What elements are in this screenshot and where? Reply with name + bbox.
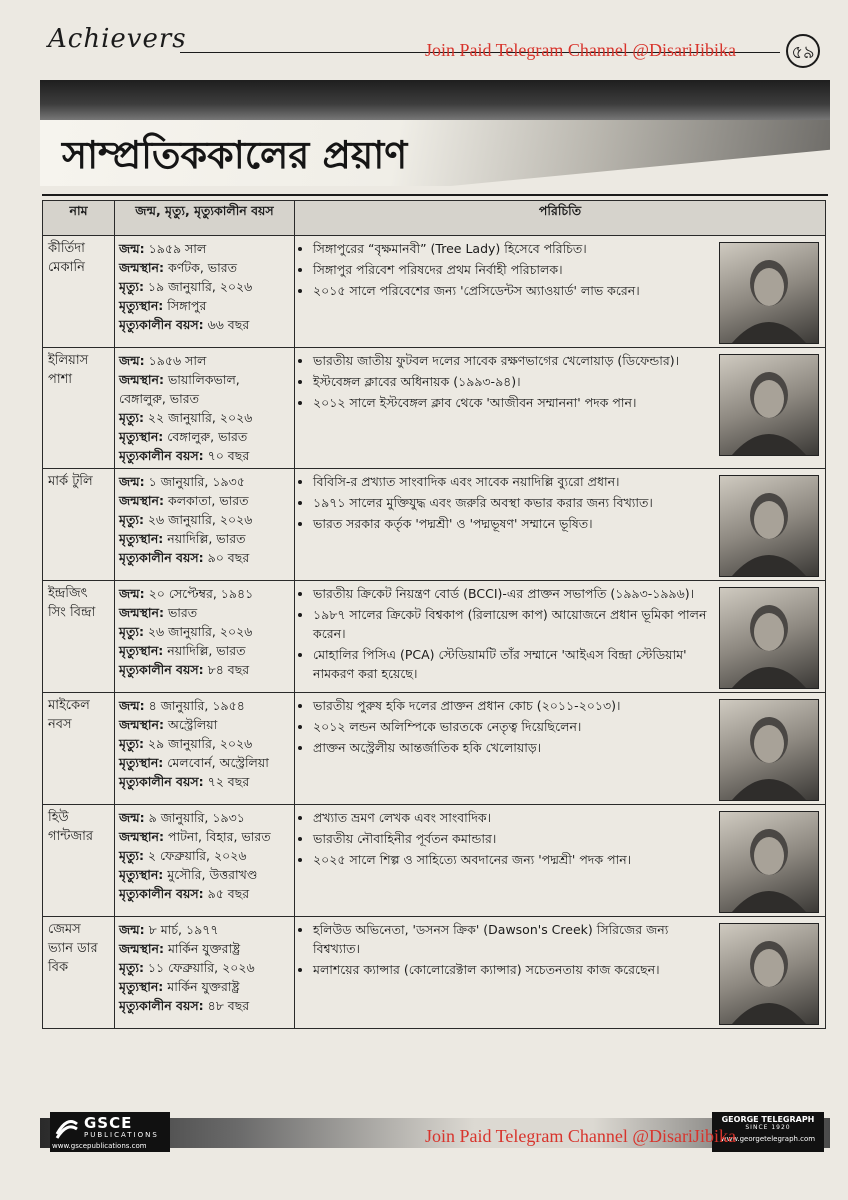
table-header-row <box>43 201 826 236</box>
life-value: ৭২ বছর <box>203 774 250 789</box>
life-label: জন্ম: <box>119 698 145 713</box>
life-line <box>119 548 290 567</box>
life-label: মৃত্যু: <box>119 279 144 294</box>
life-line <box>119 753 290 772</box>
gt-logo-url[interactable]: www.georgetelegraph.com <box>720 1135 816 1143</box>
life-label: জন্ম: <box>119 810 145 825</box>
life-label: জন্ম: <box>119 353 145 368</box>
life-value: ভারত <box>164 605 198 620</box>
intro-cell <box>295 917 826 1029</box>
life-details <box>115 236 295 348</box>
life-line <box>119 808 290 827</box>
life-line <box>119 491 290 510</box>
person-photo <box>719 811 819 913</box>
intro-cell <box>295 805 826 917</box>
gsce-logo-url[interactable]: www.gscepublications.com <box>52 1142 147 1150</box>
person-photo <box>719 242 819 344</box>
list-item: • প্রাক্তন অস্ট্রেলীয় আন্তর্জাতিক হকি খেলোয়াড়। <box>313 738 711 757</box>
life-line <box>119 977 290 996</box>
life-details <box>115 469 295 581</box>
life-value: ৮ মার্চ, ১৯৭৭ <box>144 922 219 937</box>
list-item: • ভারতীয় ক্রিকেট নিয়ন্ত্রণ বোর্ড (BCCI)-এর প্রাক্তন সভাপতি (১৯৯৩-১৯৯৬)। <box>313 584 711 603</box>
life-line <box>119 296 290 315</box>
list-item: • মোহালির পিসিএ (PCA) স্টেডিয়ামটি তাঁর সম্মানে 'আইএস বিন্দ্রা স্টেডিয়াম' নামকরণ করা হয়েছে। <box>313 645 711 683</box>
life-value: ২০ সেপ্টেম্বর, ১৯৪১ <box>144 586 254 601</box>
life-line <box>119 370 290 389</box>
life-value: মেলবোর্ন, অস্ট্রেলিয়া <box>163 755 269 770</box>
life-line <box>119 939 290 958</box>
life-line <box>119 884 290 903</box>
life-label: জন্মস্থান: <box>119 717 165 732</box>
life-label: জন্ম: <box>119 922 145 937</box>
life-label: মৃত্যু: <box>119 736 144 751</box>
section-label: Achievers <box>48 24 187 54</box>
life-line <box>119 603 290 622</box>
intro-list <box>299 472 711 577</box>
life-value: ২৯ জানুয়ারি, ২০২৬ <box>143 736 253 751</box>
life-value: বেঙ্গালুরু, ভারত <box>163 429 248 444</box>
life-value: ৭০ বছর <box>203 448 250 463</box>
life-label: মৃত্যুকালীন বয়স: <box>119 448 204 463</box>
life-label: মৃত্যুস্থান: <box>119 298 164 313</box>
life-label: মৃত্যু: <box>119 624 144 639</box>
person-photo <box>719 354 819 456</box>
life-line <box>119 996 290 1015</box>
life-details <box>115 348 295 469</box>
life-line <box>119 715 290 734</box>
table-row <box>43 581 826 693</box>
table-row <box>43 236 826 348</box>
life-line <box>119 622 290 641</box>
list-item: • বিবিসি-র প্রখ্যাত সাংবাদিক এবং সাবেক নয়াদিল্লি ব্যুরো প্রধান। <box>313 472 711 491</box>
life-line <box>119 315 290 334</box>
intro-list <box>299 351 711 456</box>
list-item: • ভারতীয় জাতীয় ফুটবল দলের সাবেক রক্ষণভাগের খেলোয়াড় (ডিফেন্ডার)। <box>313 351 711 370</box>
life-label: মৃত্যুকালীন বয়স: <box>119 550 204 565</box>
person-name: মার্ক টুলি <box>43 469 115 581</box>
life-line <box>119 865 290 884</box>
life-details <box>115 805 295 917</box>
telegram-link-top[interactable]: Join Paid Telegram Channel @DisariJibika <box>425 40 736 60</box>
life-details <box>115 917 295 1029</box>
gsce-logo-sub: PUBLICATIONS <box>84 1131 159 1139</box>
life-value: অস্ট্রেলিয়া <box>164 717 218 732</box>
life-label: মৃত্যুস্থান: <box>119 643 164 658</box>
person-name: জেমস ভ্যান ডার বিক <box>43 917 115 1029</box>
table-row <box>43 693 826 805</box>
list-item: • ১৯৭১ সালের মুক্তিযুদ্ধ এবং জরুরি অবস্থা কভার করার জন্য বিখ্যাত। <box>313 493 711 512</box>
list-item: • ১৯৮৭ সালের ক্রিকেট বিশ্বকাপ (রিলায়েন্স কাপ) আয়োজনে প্রধান ভূমিকা পালন করেন। <box>313 605 711 643</box>
gt-logo-name: GEORGE TELEGRAPH <box>721 1115 815 1124</box>
intro-list <box>299 584 711 689</box>
person-name: হিউ গান্টজার <box>43 805 115 917</box>
life-label: মৃত্যুস্থান: <box>119 531 164 546</box>
life-label: জন্ম: <box>119 241 145 256</box>
intro-list <box>299 808 711 913</box>
life-line <box>119 258 290 277</box>
life-value: সিঙ্গাপুর <box>163 298 207 313</box>
life-line <box>119 389 290 408</box>
person-photo <box>719 587 819 689</box>
life-details <box>115 693 295 805</box>
person-photo <box>719 475 819 577</box>
page-number: ৫৯ <box>786 34 820 68</box>
life-line <box>119 827 290 846</box>
life-value: ৪ জানুয়ারি, ১৯৫৪ <box>144 698 245 713</box>
list-item: • ইস্টবেঙ্গল ক্লাবের অধিনায়ক (১৯৯৩-৯৪)। <box>313 372 711 391</box>
life-label: মৃত্যুস্থান: <box>119 429 164 444</box>
person-name: মাইকেল নবস <box>43 693 115 805</box>
life-value: ৯৫ বছর <box>203 886 250 901</box>
list-item: • ২০১৫ সালে পরিবেশের জন্য 'প্রেসিডেন্টস অ্যাওয়ার্ড' লাভ করেন। <box>313 281 711 300</box>
life-label: মৃত্যুকালীন বয়স: <box>119 774 204 789</box>
person-photo <box>719 699 819 801</box>
life-value: ২৬ জানুয়ারি, ২০২৬ <box>143 512 253 527</box>
life-value: মার্কিন যুক্তরাষ্ট্র <box>163 979 240 994</box>
life-label: মৃত্যু: <box>119 848 144 863</box>
list-item: • ২০১২ সালে ইস্টবেঙ্গল ক্লাব থেকে 'আজীবন সম্মাননা' পদক পান। <box>313 393 711 412</box>
intro-cell <box>295 469 826 581</box>
life-value: ২২ জানুয়ারি, ২০২৬ <box>143 410 253 425</box>
life-line <box>119 641 290 660</box>
life-value: ১৯৫৬ সাল <box>144 353 207 368</box>
life-label: মৃত্যু: <box>119 512 144 527</box>
life-label: মৃত্যুকালীন বয়স: <box>119 886 204 901</box>
title-band <box>40 80 830 120</box>
intro-cell <box>295 348 826 469</box>
life-label: জন্মস্থান: <box>119 260 165 275</box>
person-name: ইন্দ্রজিৎ সিং বিন্দ্রা <box>43 581 115 693</box>
life-label: মৃত্যুকালীন বয়স: <box>119 317 204 332</box>
person-name: কীর্তিদা মেকানি <box>43 236 115 348</box>
life-line <box>119 408 290 427</box>
life-line <box>119 277 290 296</box>
life-line <box>119 427 290 446</box>
column-header-name: নাম <box>43 201 115 236</box>
intro-cell <box>295 581 826 693</box>
gt-logo-since: SINCE 1920 <box>745 1124 791 1131</box>
life-value: ১১ ফেব্রুয়ারি, ২০২৬ <box>143 960 255 975</box>
life-line <box>119 584 290 603</box>
life-value: মার্কিন যুক্তরাষ্ট্র <box>164 941 241 956</box>
life-value: ১ জানুয়ারি, ১৯৩৫ <box>144 474 245 489</box>
life-value: ৯ জানুয়ারি, ১৯৩১ <box>144 810 245 825</box>
intro-list <box>299 239 711 344</box>
life-label: মৃত্যুস্থান: <box>119 867 164 882</box>
intro-list <box>299 920 711 1025</box>
intro-list <box>299 696 711 801</box>
life-label: জন্মস্থান: <box>119 829 165 844</box>
life-value: ৯০ বছর <box>203 550 250 565</box>
list-item: • প্রখ্যাত ভ্রমণ লেখক এবং সাংবাদিক। <box>313 808 711 827</box>
life-line <box>119 734 290 753</box>
table-row <box>43 917 826 1029</box>
list-item: • ২০২৫ সালে শিল্প ও সাহিত্যে অবদানের জন্য 'পদ্মশ্রী' পদক পান। <box>313 850 711 869</box>
life-label: জন্ম: <box>119 586 145 601</box>
life-value: ১৯৫৯ সাল <box>144 241 207 256</box>
telegram-link-bottom[interactable]: Join Paid Telegram Channel @DisariJibika <box>425 1126 736 1146</box>
life-line <box>119 351 290 370</box>
person-name: ইলিয়াস পাশা <box>43 348 115 469</box>
life-value: ২ ফেব্রুয়ারি, ২০২৬ <box>143 848 247 863</box>
life-line <box>119 660 290 679</box>
life-value: কলকাতা, ভারত <box>164 493 249 508</box>
life-value: মুসৌরি, উত্তরাখণ্ড <box>163 867 258 882</box>
life-value: ৮৪ বছর <box>203 662 250 677</box>
life-line <box>119 239 290 258</box>
person-photo <box>719 923 819 1025</box>
life-line <box>119 696 290 715</box>
life-value: কর্ণটক, ভারত <box>164 260 237 275</box>
list-item: • ভারতীয় পুরুষ হকি দলের প্রাক্তন প্রধান কোচ (২০১১-২০১৩)। <box>313 696 711 715</box>
title-rule <box>42 194 828 196</box>
life-value: ৬৬ বছর <box>203 317 250 332</box>
life-label: মৃত্যুস্থান: <box>119 979 164 994</box>
list-item: • হলিউড অভিনেতা, 'ডসনস ক্রিক' (Dawson's Creek) সিরিজের জন্য বিশ্বখ্যাত। <box>313 920 711 958</box>
life-line <box>119 446 290 465</box>
life-value: ১৯ জানুয়ারি, ২০২৬ <box>143 279 253 294</box>
life-value: ৪৮ বছর <box>203 998 250 1013</box>
life-label: মৃত্যু: <box>119 960 144 975</box>
page-title: সাম্প্রতিককালের প্রয়াণ <box>62 133 408 177</box>
life-line <box>119 958 290 977</box>
life-label: জন্মস্থান: <box>119 372 165 387</box>
life-label: মৃত্যু: <box>119 410 144 425</box>
life-value: ২৬ জানুয়ারি, ২০২৬ <box>143 624 253 639</box>
column-header-life: জন্ম, মৃত্যু, মৃত্যুকালীন বয়স <box>115 201 295 236</box>
list-item: • ২০১২ লন্ডন অলিম্পিকে ভারতকে নেতৃত্ব দিয়েছিলেন। <box>313 717 711 736</box>
life-label: মৃত্যুকালীন বয়স: <box>119 662 204 677</box>
table-row <box>43 805 826 917</box>
obituary-table <box>42 200 826 1029</box>
life-line <box>119 529 290 548</box>
life-details <box>115 581 295 693</box>
list-item: • সিঙ্গাপুরের “বৃক্ষমানবী” (Tree Lady) হিসেবে পরিচিত। <box>313 239 711 258</box>
column-header-intro: পরিচিতি <box>295 201 826 236</box>
life-line <box>119 846 290 865</box>
life-value: ভায়ালিকভাল, <box>164 372 240 387</box>
life-label: জন্মস্থান: <box>119 941 165 956</box>
intro-cell <box>295 236 826 348</box>
life-label: মৃত্যুকালীন বয়স: <box>119 998 204 1013</box>
life-line <box>119 920 290 939</box>
list-item: • ভারতীয় নৌবাহিনীর পূর্বতন কমান্ডার। <box>313 829 711 848</box>
list-item: • ভারত সরকার কর্তৃক 'পদ্মশ্রী' ও 'পদ্মভূষণ' সম্মানে ভূষিত। <box>313 514 711 533</box>
life-line <box>119 510 290 529</box>
life-value: পাটনা, বিহার, ভারত <box>164 829 271 844</box>
life-line <box>119 472 290 491</box>
gsce-logo-name: GSCE <box>84 1114 133 1132</box>
life-label: জন্মস্থান: <box>119 605 165 620</box>
intro-cell <box>295 693 826 805</box>
life-value: বেঙ্গালুরু, ভারত <box>119 391 199 406</box>
table-row <box>43 469 826 581</box>
gsce-emblem-icon <box>54 1114 80 1140</box>
life-label: জন্ম: <box>119 474 145 489</box>
life-value: নয়াদিল্লি, ভারত <box>163 643 246 658</box>
list-item: • সিঙ্গাপুর পরিবেশ পরিষদের প্রথম নির্বাহী পরিচালক। <box>313 260 711 279</box>
life-label: মৃত্যুস্থান: <box>119 755 164 770</box>
life-line <box>119 772 290 791</box>
life-value: নয়াদিল্লি, ভারত <box>163 531 246 546</box>
list-item: • মলাশয়ের ক্যান্সার (কোলোরেক্টাল ক্যান্সার) সচেতনতায় কাজ করেছেন। <box>313 960 711 979</box>
gsce-logo <box>50 1112 170 1152</box>
life-label: জন্মস্থান: <box>119 493 165 508</box>
table-row <box>43 348 826 469</box>
